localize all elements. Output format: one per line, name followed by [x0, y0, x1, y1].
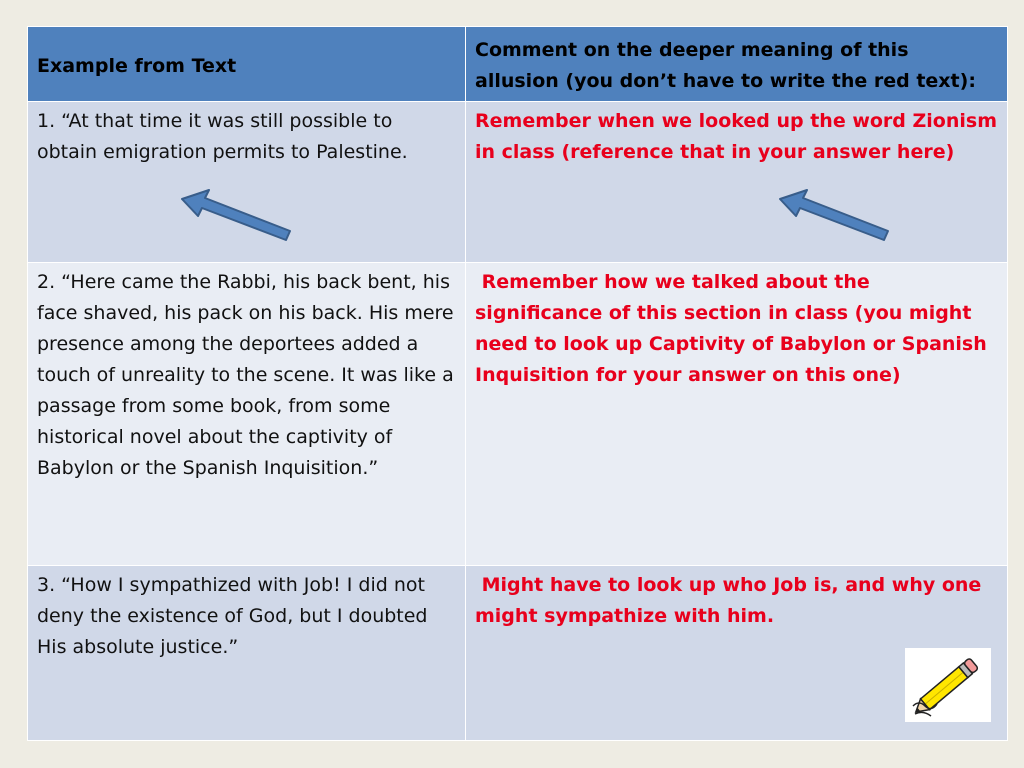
comment-cell: Remember how we talked about the significance of this section in class (you might need to look up Captivity of Babylon or Spanish Inquisition for your answer on this one) — [466, 263, 1008, 566]
example-cell: 1. “At that time it was still possible to obtain emigration permits to Palestine. — [28, 102, 466, 263]
arrow-up-left-icon — [176, 186, 296, 246]
table-header-row — [28, 27, 1008, 102]
table-row — [28, 263, 1008, 566]
comment-cell: Might have to look up who Job is, and why one might sympathize with him. — [466, 566, 1008, 741]
table-row — [28, 566, 1008, 741]
pencil-icon — [905, 648, 991, 722]
allusion-table — [27, 26, 1008, 741]
arrow-up-left-icon — [774, 186, 894, 246]
header-comment: Comment on the deeper meaning of this allusion (you don’t have to write the red text): — [466, 27, 1008, 102]
comment-cell: Remember when we looked up the word Zionism in class (reference that in your answer here) — [466, 102, 1008, 263]
example-cell: 2. “Here came the Rabbi, his back bent, his face shaved, his pack on his back. His mere presence among the deportees added a touch of unreality to the scene. It was like a passage from some book, from some historical novel about the captivity of Babylon or the Spanish Inquisition.” — [28, 263, 466, 566]
example-cell: 3. “How I sympathized with Job! I did not deny the existence of God, but I doubted His absolute justice.” — [28, 566, 466, 741]
header-example-from-text: Example from Text — [28, 27, 466, 102]
